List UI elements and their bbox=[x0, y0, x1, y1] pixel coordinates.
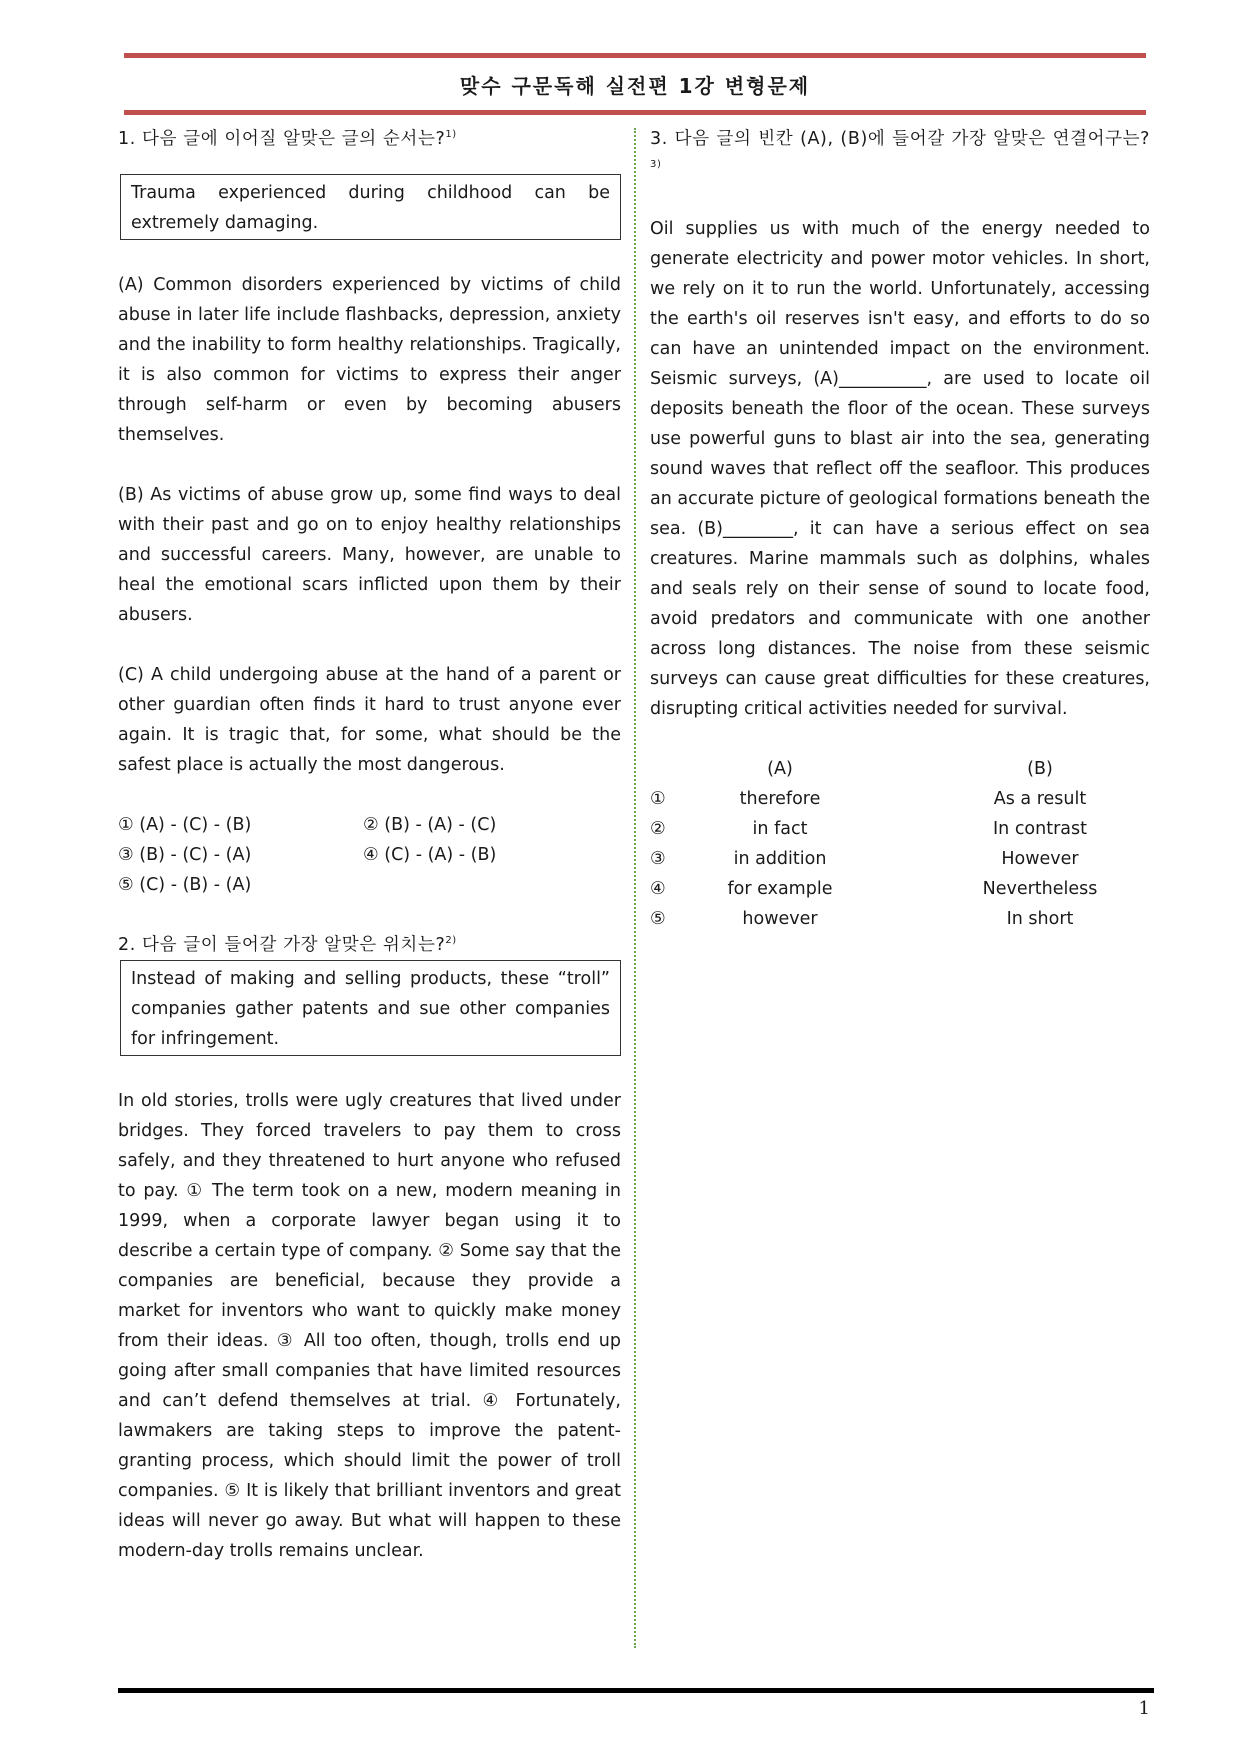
q3-option-b: However bbox=[1001, 849, 1079, 869]
q3-question-text: 3. 다음 글의 빈칸 (A), (B)에 들어갈 가장 알맞은 연결어구는? bbox=[650, 129, 1150, 149]
q1-choice-5[interactable]: ⑤ (C) - (B) - (A) bbox=[118, 875, 252, 895]
q3-option-b: Nevertheless bbox=[982, 879, 1098, 899]
q3-footnote: 3) bbox=[650, 159, 662, 171]
q3-option-a: for example bbox=[727, 879, 833, 899]
q3-option-row[interactable] bbox=[650, 814, 1150, 844]
q1-paragraph-c: (C) A child undergoing abuse at the hand of a parent or other guardian often finds it hard to trust anyone ever again. It is tragic that, for some, what should be the safest place is actually the most dangerous. bbox=[118, 665, 621, 775]
footer-rule bbox=[118, 1688, 1154, 1693]
q3-option-number: ④ bbox=[650, 879, 666, 899]
q3-option-row[interactable] bbox=[650, 904, 1150, 934]
q1-choice-3[interactable]: ③ (B) - (C) - (A) bbox=[118, 845, 252, 865]
q3-option-b: In contrast bbox=[993, 819, 1087, 839]
q3-option-a: however bbox=[742, 909, 818, 929]
q3-option-row[interactable] bbox=[650, 844, 1150, 874]
q3-option-row[interactable] bbox=[650, 874, 1150, 904]
header-rule-bottom bbox=[124, 110, 1146, 115]
q1-choices bbox=[118, 810, 621, 900]
q3-option-b: In short bbox=[1006, 909, 1074, 929]
column-divider bbox=[634, 128, 636, 1648]
q3-passage: Oil supplies us with much of the energy needed to generate electricity and power motor vehicles. In short, we rely on it to run the world. Unfortunately, accessing the earth's oil reserves isn't easy, and efforts to do so can have an unintended impact on the environment. Seismic surveys, (A)__________, are used to locate oil deposits beneath the floor of the ocean. These surveys use powerful guns to blast air into the sea, generating sound waves that reflect off the seafloor. This produces an accurate picture of geological formations beneath the sea. (B)________, it can have a serious effect on sea creatures. Marine mammals such as dolphins, whales and seals rely on their sense of sound to locate food, avoid predators and communicate with one another across long distances. The noise from these seismic surveys can cause great difficulties for these creatures, disrupting critical activities needed for survival. bbox=[650, 219, 1150, 719]
q3-options-table bbox=[650, 754, 1150, 934]
header-rule-top bbox=[124, 53, 1146, 58]
q1-choice-4[interactable]: ④ (C) - (A) - (B) bbox=[363, 845, 497, 865]
right-column bbox=[650, 124, 1150, 934]
left-column bbox=[118, 124, 621, 1566]
q3-option-row[interactable] bbox=[650, 784, 1150, 814]
q3-header-b: (B) bbox=[1027, 759, 1053, 779]
q3-option-b: As a result bbox=[993, 789, 1087, 809]
q3-option-a: in addition bbox=[733, 849, 827, 869]
q1-given-sentence: Trauma experienced during childhood can be extremely damaging. bbox=[120, 174, 621, 240]
q3-header-a: (A) bbox=[767, 759, 793, 779]
q1-paragraph-b: (B) As victims of abuse grow up, some find ways to deal with their past and go on to enjoy healthy relationships and successful careers. Many, however, are unable to heal the emotional scars inflicted upon them by their abusers. bbox=[118, 485, 621, 625]
q2-given-sentence: Instead of making and selling products, these “troll” companies gather patents and sue other companies for infringement. bbox=[120, 960, 621, 1056]
q3-options-header bbox=[650, 754, 1150, 784]
q1-question-text: 1. 다음 글에 이어질 알맞은 글의 순서는? bbox=[118, 129, 446, 149]
q2-footnote: 2) bbox=[445, 935, 457, 947]
q1-paragraph-a: (A) Common disorders experienced by victims of child abuse in later life include flashbacks, depression, anxiety and the inability to form healthy relationships. Tragically, it is also common for victims to express their anger through self-harm or even by becoming abusers themselves. bbox=[118, 275, 621, 445]
q1-choice-2[interactable]: ② (B) - (A) - (C) bbox=[363, 815, 497, 835]
q2-passage: In old stories, trolls were ugly creatures that lived under bridges. They forced travelers to pay them to cross safely, and they threatened to hurt anyone who refused to pay. ① The term took on a new, modern meaning in 1999, when a corporate lawyer began using it to describe a certain type of company. ② Some say that the companies are beneficial, because they provide a market for inventors who want to quickly make money from their ideas. ③ All too often, though, trolls end up going after small companies that have limited resources and can’t defend themselves at trial. ④ Fortunately, lawmakers are taking steps to improve the patent-granting process, which should limit the power of troll companies. ⑤ It is likely that brilliant inventors and great ideas will never go away. But what will happen to these modern-day trolls remains unclear. bbox=[118, 1091, 621, 1561]
q3-option-number: ③ bbox=[650, 849, 666, 869]
q3-option-number: ⑤ bbox=[650, 909, 666, 929]
q3-option-a: in fact bbox=[752, 819, 808, 839]
q3-option-a: therefore bbox=[739, 789, 821, 809]
q2-question bbox=[118, 930, 621, 960]
q2-question-text: 2. 다음 글이 들어갈 가장 알맞은 위치는? bbox=[118, 935, 446, 955]
q3-option-number: ② bbox=[650, 819, 666, 839]
q1-question bbox=[118, 124, 621, 154]
q1-choice-1[interactable]: ① (A) - (C) - (B) bbox=[118, 815, 252, 835]
q3-header-blank bbox=[650, 754, 690, 784]
q3-option-number: ① bbox=[650, 789, 666, 809]
q3-question bbox=[650, 124, 1150, 184]
page-number: 1 bbox=[1138, 1698, 1150, 1719]
page-title: 맞수 구문독해 실전편 1강 변형문제 bbox=[459, 74, 811, 98]
q1-footnote: 1) bbox=[445, 129, 457, 141]
